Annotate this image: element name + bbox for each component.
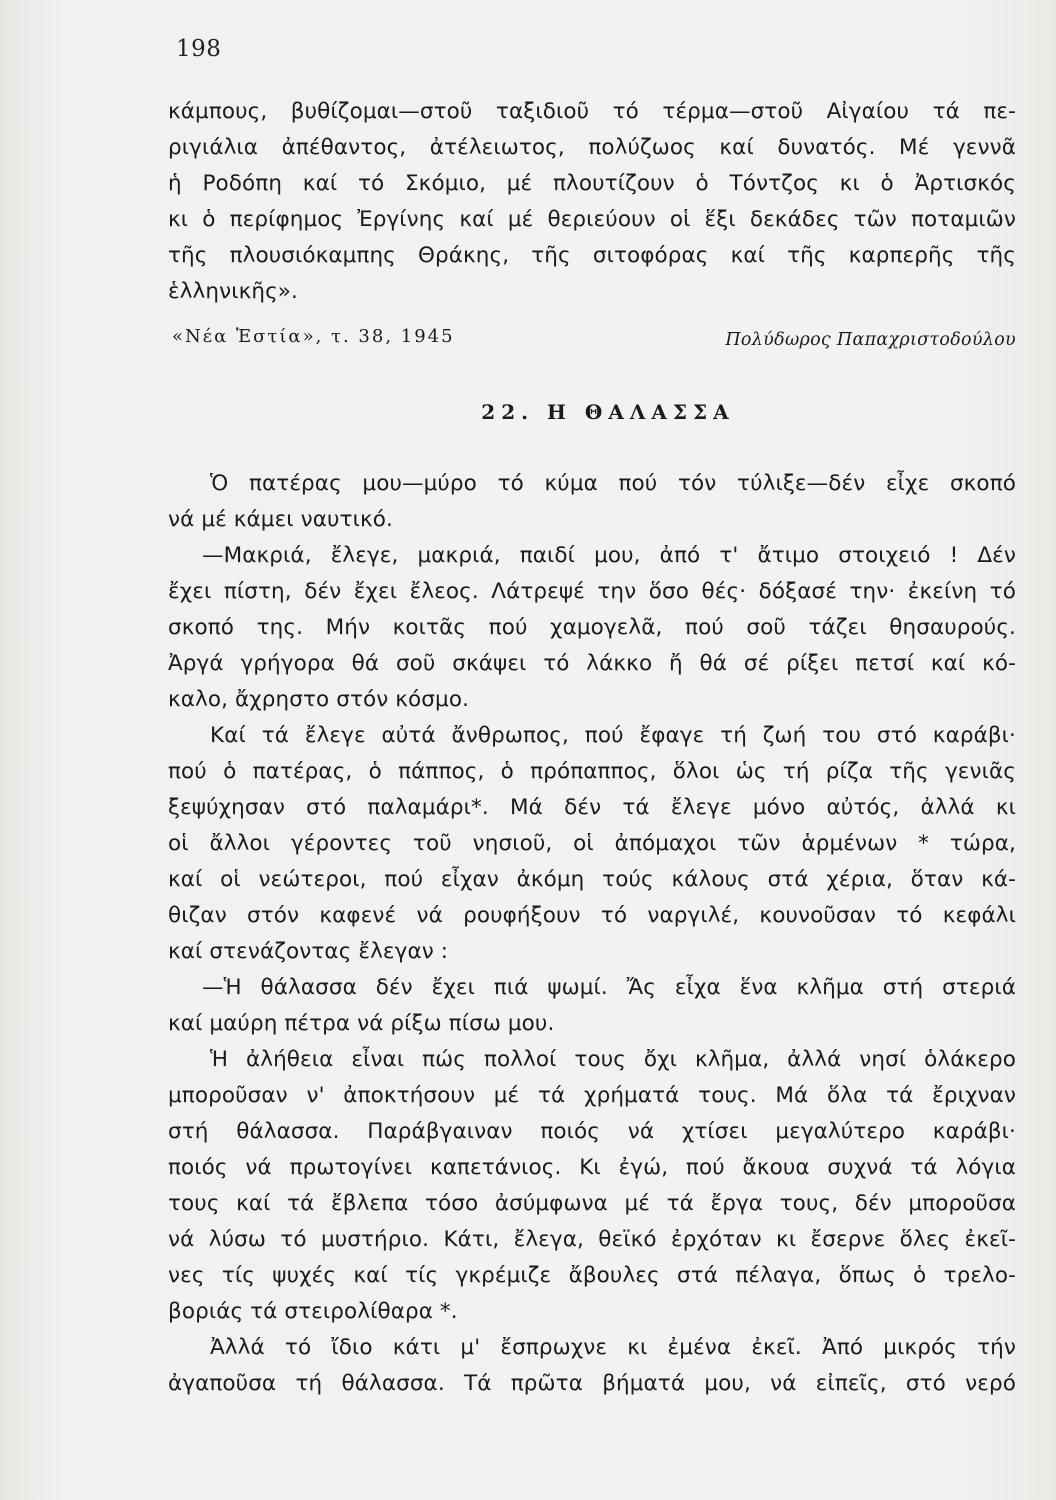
source-attribution — [172, 326, 1016, 356]
text-line: —Ἡ θάλασσα δέν ἔχει πιά ψωμί. Ἄς εἶχα ἕνα κλῆμα στή στεριά — [202, 975, 1016, 1000]
text-line: τῆς πλουσιόκαμπης Θράκης, τῆς σιτοφόρας καί τῆς καρπερῆς τῆς — [168, 243, 1016, 268]
page-number: 198 — [176, 36, 222, 62]
text-line: κάμπους, βυθίζομαι—στοῦ ταξιδιοῦ τό τέρμα—στοῦ Αἰγαίου τά πε- — [168, 99, 1016, 124]
text-line: νά λύσω τό μυστήριο. Κάτι, ἔλεγα, θεϊκό ἐρχόταν κι ἔσερνε ὅλες ἐκεῖ- — [168, 1227, 1016, 1252]
text-line: καί οἱ νεώτεροι, πού εἶχαν ἀκόμη τούς κάλους στά χέρια, ὅταν κά- — [168, 867, 1016, 892]
body-text — [168, 466, 1016, 1402]
text-line: ριγιάλια ἀπέθαντος, ἀτέλειωτος, πολύζωος καί δυνατός. Μέ γεννᾶ — [168, 135, 1016, 160]
text-line: καί στενάζοντας ἔλεγαν : — [168, 939, 449, 964]
text-line: ἔχει πίστη, δέν ἔχει ἔλεος. Λάτρεψέ την ὅσο θές· δόξασέ την· ἐκείνη τό — [168, 579, 1016, 604]
text-line: βοριάς τά στειρολίθαρα *. — [168, 1299, 458, 1324]
text-line: οἱ ἄλλοι γέροντες τοῦ νησιοῦ, οἱ ἀπόμαχοι τῶν ἁρμένων * τώρα, — [168, 831, 1016, 856]
text-line: κι ὁ περίφημος Ἐργίνης καί μέ θεριεύουν οἱ ἕξι δεκάδες τῶν ποταμιῶν — [168, 207, 1016, 232]
text-line: ποιός νά πρωτογίνει καπετάνιος. Κι ἐγώ, πού ἄκουα συχνά τά λόγια — [168, 1155, 1016, 1180]
section-title: 22. Η ΘΑΛΑΣΣΑ — [481, 400, 735, 424]
text-line: τους καί τά ἔβλεπα τόσο ἀσύμφωνα μέ τά ἔργα τους, δέν μποροῦσα — [168, 1191, 1016, 1216]
text-line: Καί τά ἔλεγε αὐτά ἄνθρωπος, πού ἔφαγε τή ζωή του στό καράβι· — [210, 723, 1016, 748]
source-citation: «Νέα Ἑστία», τ. 38, 1945 — [172, 326, 455, 347]
text-line: ἀγαποῦσα τή θάλασσα. Τά πρῶτα βήματά μου, νά εἰπεῖς, στό νερό — [168, 1371, 1016, 1396]
text-line: θιζαν στόν καφενέ νά ρουφήξουν τό ναργιλέ, κουνοῦσαν τό κεφάλι — [168, 903, 1016, 928]
text-line: καλο, ἄχρηστο στόν κόσμο. — [168, 687, 470, 712]
text-line: πού ὁ πατέρας, ὁ πάππος, ὁ πρόπαππος, ὅλοι ὡς τή ρίζα τῆς γενιᾶς — [168, 759, 1016, 784]
text-line: ἑλληνικῆς». — [168, 279, 298, 304]
text-line: στή θάλασσα. Παράβγαιναν ποιός νά χτίσει μεγαλύτερο καράβι· — [168, 1119, 1016, 1144]
text-line: Ἀργά γρήγορα θά σοῦ σκάψει τό λάκκο ἤ θά σέ ρίξει πετσί καί κό- — [168, 651, 1016, 676]
text-line: ξεψύχησαν στό παλαμάρι*. Μά δέν τά ἔλεγε μόνο αὐτός, ἀλλά κι — [168, 795, 1016, 820]
source-author: Πολύδωρος Παπαχριστοδούλου — [725, 330, 1016, 350]
text-line: —Μακριά, ἔλεγε, μακριά, παιδί μου, ἀπό τ' ἄτιμο στοιχειό ! Δέν — [202, 543, 1016, 568]
text-line: Ὁ πατέρας μου—μύρο τό κύμα πού τόν τύλιξε—δέν εἶχε σκοπό — [210, 471, 1016, 496]
text-line: ἡ Ροδόπη καί τό Σκόμιο, μέ πλουτίζουν ὁ Τόντζος κι ὁ Ἀρτισκός — [168, 171, 1016, 196]
text-line: νες τίς ψυχές καί τίς γκρέμιζε ἄβουλες στά πέλαγα, ὅπως ὁ τρελο- — [168, 1263, 1016, 1288]
intro-paragraph — [168, 94, 1016, 310]
text-line: Ἡ ἀλήθεια εἶναι πώς πολλοί τους ὄχι κλῆμα, ἀλλά νησί ὁλάκερο — [210, 1047, 1016, 1072]
text-line: καί μαύρη πέτρα νά ρίξω πίσω μου. — [168, 1011, 555, 1036]
section-heading — [0, 400, 1056, 424]
text-line: νά μέ κάμει ναυτικό. — [168, 507, 393, 532]
text-line: σκοπό της. Μήν κοιτᾶς πού χαμογελᾶ, πού σοῦ τάζει θησαυρούς. — [168, 615, 1016, 640]
text-line: μποροῦσαν ν' ἀποκτήσουν μέ τά χρήματά τους. Μά ὅλα τά ἔριχναν — [168, 1083, 1016, 1108]
text-line: Ἀλλά τό ἴδιο κάτι μ' ἔσπρωχνε κι ἐμένα ἐκεῖ. Ἀπό μικρός τήν — [210, 1335, 1016, 1360]
